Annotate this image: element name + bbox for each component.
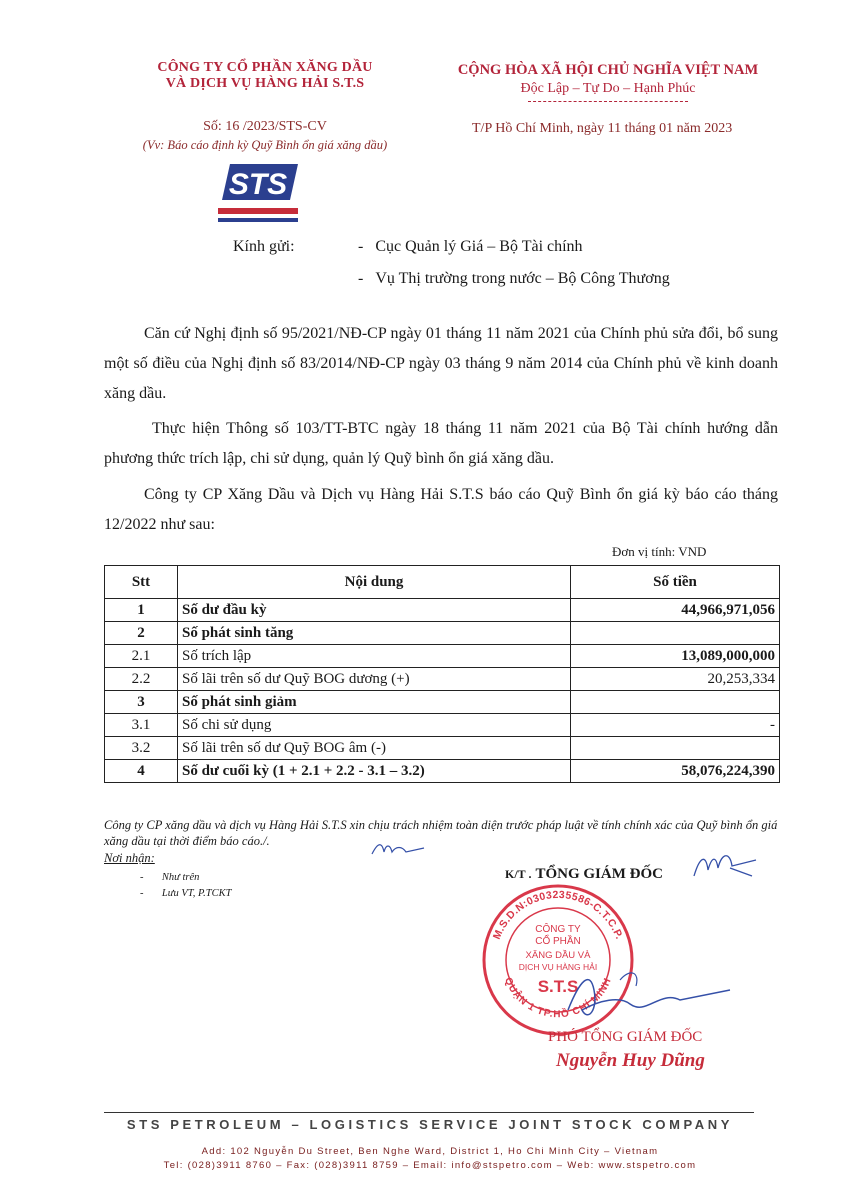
company-name [100,60,430,92]
svg-text:QUẬN 1 TP.HỒ CHÍ MINH: QUẬN 1 TP.HỒ CHÍ MINH [502,975,614,1021]
table-row [105,737,780,760]
row-content: Số phát sinh giảm [178,691,571,714]
row-content: Số chi sử dụng [178,714,571,737]
footer-company-name: STS PETROLEUM – LOGISTICS SERVICE JOINT STOCK COMPANY [126,1117,734,1132]
row-amount: 20,253,334 [571,668,780,691]
distribution-item [140,888,231,899]
motto-underline [528,101,688,102]
svg-text:CÔNG TY: CÔNG TY [535,924,581,935]
recipient-dash: - [358,238,376,255]
header-stt: Stt [105,566,178,599]
row-stt: 3.1 [105,714,178,737]
initials-mark [368,838,428,860]
header-content: Nội dung [178,566,571,599]
recipients-label: Kính gửi: [233,238,295,255]
recipient-text: Vụ Thị trường trong nước – Bộ Công Thương [375,270,670,287]
initials-signature [690,846,760,886]
recipient-text: Cục Quản lý Giá – Bộ Tài chính [375,238,583,255]
sts-logo [216,160,300,226]
row-amount [571,691,780,714]
footer-divider [104,1112,754,1113]
svg-text:S.T.S: S.T.S [537,977,579,996]
signer-name: Nguyễn Huy Dũng [556,1050,705,1071]
paragraph-legal-basis: Căn cứ Nghị định số 95/2021/NĐ-CP ngày 01 tháng 11 năm 2021 của Chính phủ sửa đổi, bổ sung một số điều của Nghị định số 83/2014/NĐ-CP ngày 03 tháng 9 năm 2014 của Chính phủ về kinh doanh xăng dầu. [104,325,778,402]
distribution-item [140,872,199,883]
distribution-text: Như trên [161,872,200,883]
table-row [105,645,780,668]
svg-text:STS: STS [228,168,288,201]
footer-address: Add: 102 Nguyễn Du Street, Ben Nghe Ward, District 1, Ho Chi Minh City – Vietnam [201,1146,659,1157]
row-stt: 2.1 [105,645,178,668]
row-stt: 3 [105,691,178,714]
recipient-item [358,270,670,288]
document-number: Số: 16 /2023/STS-CV [203,119,327,134]
row-content: Số phát sinh tăng [178,622,571,645]
svg-text:DỊCH VỤ HÀNG HẢI: DỊCH VỤ HÀNG HẢI [518,962,598,972]
distribution-text: Lưu VT, P.TCKT [161,888,232,899]
table-row [105,668,780,691]
svg-text:M.S.D.N:0303235586-C.T.C.P.: M.S.D.N:0303235586-C.T.C.P. [490,888,626,942]
row-amount: 13,089,000,000 [571,645,780,668]
row-stt: 3.2 [105,737,178,760]
distribution-dash: - [140,888,162,899]
row-content: Số dư đầu kỳ [178,599,571,622]
paragraph-circular: Thực hiện Thông số 103/TT-BTC ngày 18 tháng 11 năm 2021 của Bộ Tài chính hướng dẫn phương thức trích lập, chi sử dụng, quản lý Quỹ bình ổn giá xăng dầu. [104,420,778,467]
disclaimer-note: Công ty CP xăng dầu và dịch vụ Hàng Hải S.T.S xin chịu trách nhiệm toàn diện trước pháp luật về tính chính xác của Quỹ bình ổn giá xăng dầu tại thời điểm báo cáo./. [104,818,778,848]
row-amount [571,622,780,645]
table-row [105,691,780,714]
row-stt: 1 [105,599,178,622]
row-amount: 44,966,971,056 [571,599,780,622]
recipient-item [358,238,583,256]
document-subject: (Vv: Báo cáo định kỳ Quỹ Bình ổn giá xăng dầu) [142,138,388,152]
table-row [105,714,780,737]
company-name-line2: VÀ DỊCH VỤ HÀNG HẢI S.T.S [165,76,365,91]
table-header-row [105,566,780,599]
header-amount: Số tiền [571,566,780,599]
recipient-dash: - [358,270,376,287]
republic-title: CỘNG HÒA XÃ HỘI CHỦ NGHĨA VIỆT NAM [457,62,759,78]
signature-role: TỔNG GIÁM ĐỐC [535,866,663,882]
table-row [105,599,780,622]
unit-label: Đơn vị tính: VND [612,544,707,559]
fund-report-table [104,565,780,783]
footer-contact: Tel: (028)3911 8760 – Fax: (028)3911 8759 – Email: info@stspetro.com – Web: www.stspetro.com [163,1160,697,1171]
distribution-label: Nơi nhận: [104,851,155,865]
handwritten-signature [560,960,740,1030]
row-content: Số lãi trên số dư Quỹ BOG dương (+) [178,668,571,691]
row-amount: 58,076,224,390 [571,760,780,783]
row-content: Số trích lập [178,645,571,668]
kt-prefix: K/T . [505,867,532,881]
distribution-dash: - [140,872,162,883]
row-content: Số dư cuối kỳ (1 + 2.1 + 2.2 - 3.1 – 3.2) [178,760,571,783]
row-amount: - [571,714,780,737]
company-name-line1: CÔNG TY CỔ PHẦN XĂNG DẦU [157,60,373,75]
national-motto: Độc Lập – Tự Do – Hạnh Phúc [520,81,696,96]
sts-logo-icon [216,160,300,226]
table-row [105,622,780,645]
row-stt: 2.2 [105,668,178,691]
paragraph-report-intro: Công ty CP Xăng Dầu và Dịch vụ Hàng Hải S.T.S báo cáo Quỹ Bình ổn giá kỳ báo cáo tháng 12/2022 như sau: [104,486,778,533]
table-row [105,760,780,783]
row-amount [571,737,780,760]
row-stt: 2 [105,622,178,645]
row-stt: 4 [105,760,178,783]
row-content: Số lãi trên số dư Quỹ BOG âm (-) [178,737,571,760]
national-heading [418,62,798,102]
svg-text:CỔ PHẦN: CỔ PHẦN [535,936,581,947]
svg-text:XĂNG DẦU VÀ: XĂNG DẦU VÀ [525,950,591,961]
deputy-title: PHÓ TỔNG GIÁM ĐỐC [548,1029,703,1045]
document-date: T/P Hồ Chí Minh, ngày 11 tháng 01 năm 2023 [472,121,733,136]
